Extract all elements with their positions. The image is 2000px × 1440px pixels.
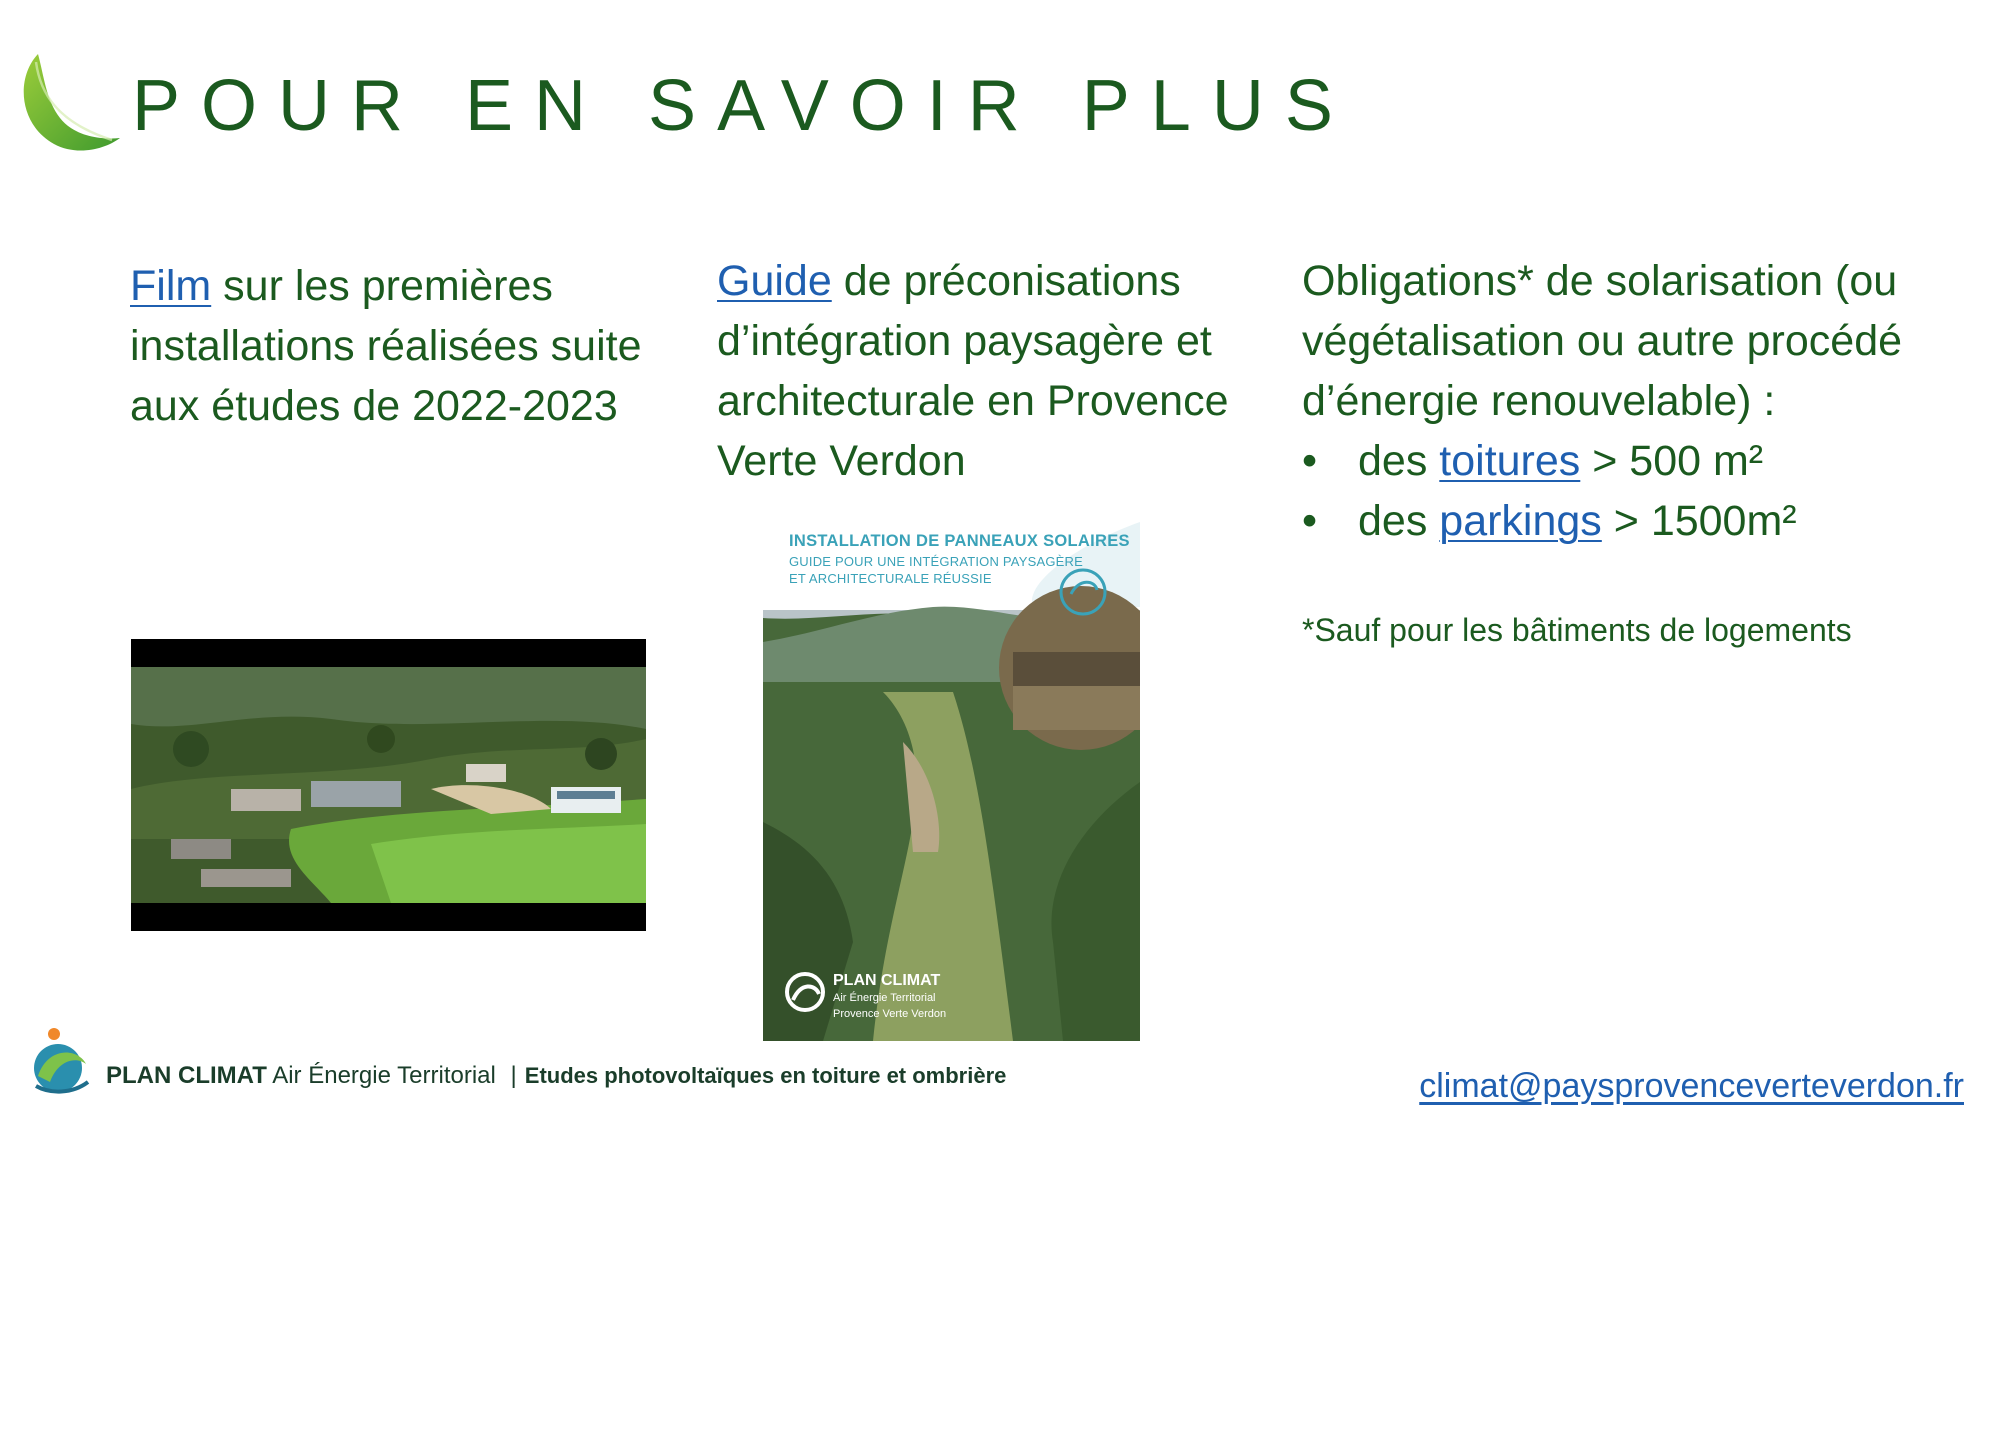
bullet-glyph: • xyxy=(1302,437,1318,485)
cover-title: INSTALLATION DE PANNEAUX SOLAIRES xyxy=(789,532,1130,550)
film-link[interactable]: Film xyxy=(130,262,212,310)
film-description-text: sur les premières installations réalisées suite aux études de 2022-2023 xyxy=(130,262,642,430)
footer-text xyxy=(106,1062,1006,1090)
film-description xyxy=(130,256,650,436)
guide-link[interactable]: Guide xyxy=(717,257,832,305)
list-item-suffix: > 500 m² xyxy=(1580,437,1764,485)
guide-cover-image[interactable] xyxy=(763,522,1140,1041)
footer-separator: | xyxy=(510,1062,517,1089)
obligations-intro: Obligations* de solarisation (ou végétalisation ou autre procédé d’énergie renouvelable) : xyxy=(1302,257,1903,425)
toitures-link[interactable]: toitures xyxy=(1439,437,1581,485)
guide-description xyxy=(717,251,1237,491)
obligations-list xyxy=(1302,431,1962,551)
guide-description-text: de préconisations d’intégration paysagère et architecturale en Provence Verte Verdon xyxy=(717,257,1229,485)
contact-phone: 04 98 05 12 24 xyxy=(1737,1022,1964,1060)
footnote: *Sauf pour les bâtiments de logements xyxy=(1302,612,1852,648)
bullet-glyph: • xyxy=(1302,497,1318,545)
cover-brand-name: PLAN CLIMAT xyxy=(833,972,941,989)
obligations-block xyxy=(1302,251,1962,551)
list-item-suffix: > 1500m² xyxy=(1601,497,1797,545)
cover-brand xyxy=(833,972,946,1020)
footer-brand-sub: Air Énergie Territorial xyxy=(272,1062,496,1089)
page-title: POUR EN SAVOIR PLUS xyxy=(132,66,1354,146)
cover-subtitle-line1: GUIDE POUR UNE INTÉGRATION PAYSAGÈRE xyxy=(789,554,1083,569)
cover-brand-region: Provence Verte Verdon xyxy=(833,1008,947,1020)
list-item-parkings xyxy=(1302,491,1962,551)
footer-subject: Etudes photovoltaïques en toiture et ombrière xyxy=(524,1063,1007,1088)
contact-heading: Contact et inscription xyxy=(1646,887,1964,925)
cover-brand-sub: Air Énergie Territorial xyxy=(833,992,936,1004)
parkings-link[interactable]: parkings xyxy=(1439,497,1602,545)
contact-email-link[interactable]: climat@paysprovenceverteverdon.fr xyxy=(1419,1067,1964,1105)
list-item-toitures xyxy=(1302,431,1962,491)
contact-name: Cécile Provost xyxy=(1744,977,1964,1015)
film-video-thumbnail[interactable] xyxy=(131,639,646,931)
plan-climat-logo-icon xyxy=(28,1026,94,1098)
list-item-prefix: des xyxy=(1358,497,1440,545)
contact-block xyxy=(1419,884,1964,1109)
contact-deadline: (jusqu’au 11/11/2025) : xyxy=(1621,932,1964,970)
footer-brand: PLAN CLIMAT xyxy=(106,1062,267,1089)
list-item-prefix: des xyxy=(1358,437,1440,485)
green-leaf-icon xyxy=(16,52,122,152)
cover-subtitle-line2: ET ARCHITECTURALE RÉUSSIE xyxy=(789,571,992,586)
